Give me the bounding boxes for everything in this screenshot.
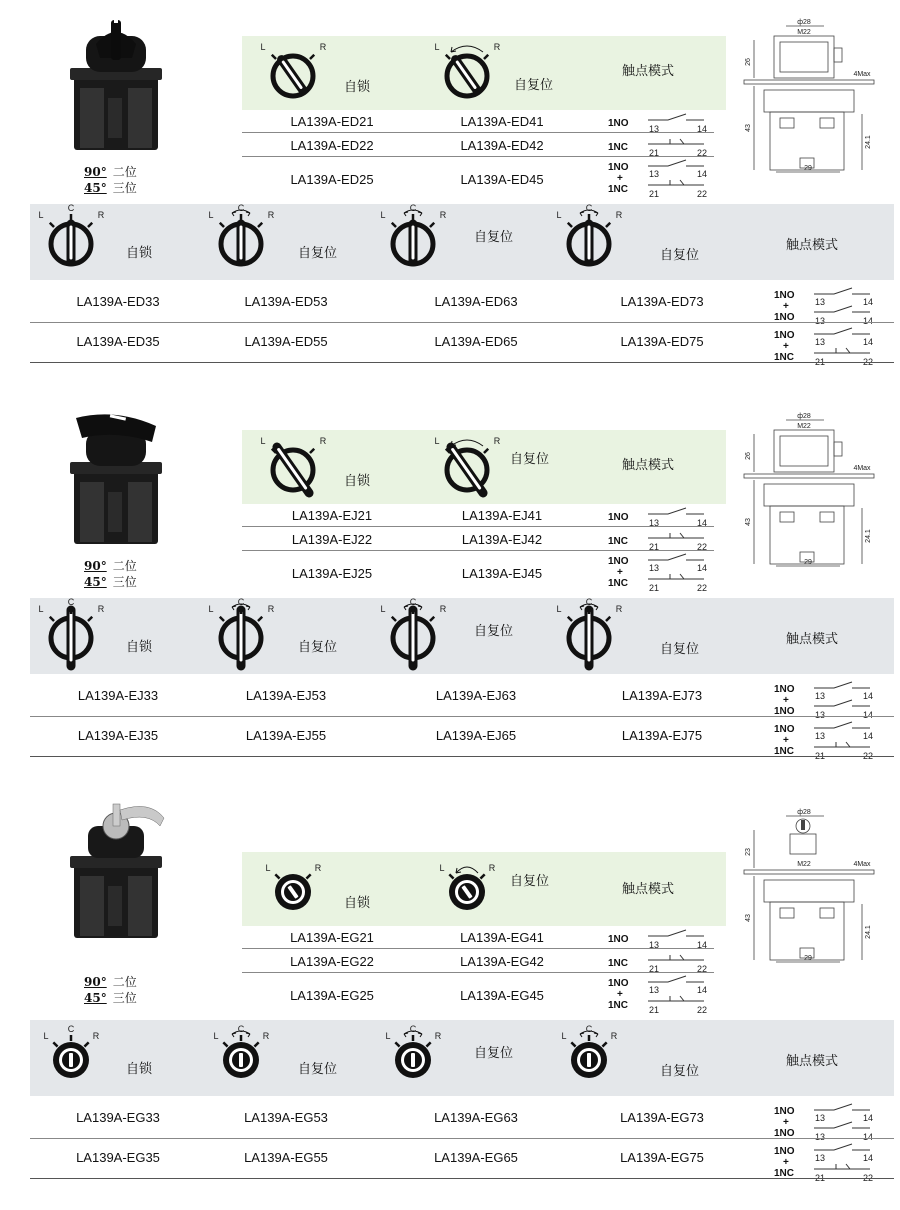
pos-l-label: L: [38, 604, 44, 614]
row-divider: [242, 526, 714, 527]
angle-90-value: 90°: [84, 165, 107, 179]
angle-45-value: 45°: [84, 181, 107, 195]
pos-l-label: L: [556, 210, 562, 220]
model-code: LA139A-EJ75: [621, 728, 703, 743]
contact-mode-label: 触点模式: [622, 458, 675, 473]
angle-90-label: [84, 557, 137, 574]
pos-r-label: R: [267, 604, 275, 614]
angle-45-label: [84, 573, 137, 590]
model-code: LA139A-EG33: [76, 1110, 160, 1125]
latch-model-code: LA139A-EG25: [290, 988, 374, 1003]
pos-c-label: C: [67, 203, 75, 213]
spring-return-label: 自复位: [510, 874, 550, 889]
latch-model-code: LA139A-ED22: [290, 138, 374, 153]
dim-phi28-label: ф28: [797, 19, 811, 26]
model-code: LA139A-EG35: [76, 1150, 160, 1165]
model-code: LA139A-EG65: [434, 1150, 518, 1165]
spring-return-label: 自复位: [474, 624, 514, 639]
model-code: LA139A-ED53: [244, 294, 328, 309]
terminal-22: 22: [696, 583, 708, 593]
dim-43-label: 43: [745, 914, 752, 922]
dim-24-1-label: 24.1: [865, 135, 872, 149]
pos-c-label: C: [409, 1024, 417, 1034]
dimension-drawing: [740, 808, 880, 968]
contact-mode-label: 触点模式: [622, 882, 675, 897]
pos-c-label: C: [409, 203, 417, 213]
contact-plus: +: [617, 173, 623, 184]
spring-return-label: 自复位: [474, 1046, 514, 1061]
angle-45-label: [84, 989, 137, 1006]
spring-model-code: LA139A-EJ41: [461, 508, 543, 523]
model-code: LA139A-EJ63: [435, 688, 517, 703]
pos-r-label: R: [97, 604, 105, 614]
terminal-14: 14: [696, 169, 708, 179]
terminal-21: 21: [648, 148, 660, 158]
dimension-drawing: [740, 18, 880, 178]
contact-type-label: 1NC: [774, 1168, 795, 1179]
terminal-22: 22: [696, 189, 708, 199]
dim-m22-label: M22: [797, 423, 811, 430]
key-selector-symbol: [378, 1024, 448, 1086]
dim-4max-label: 4Max: [853, 71, 871, 78]
contact-type-label: 1NO: [774, 1128, 795, 1139]
contact-type-label: 1NO: [774, 706, 795, 717]
spring-return-label: 自复位: [660, 1064, 700, 1079]
knob-product-photo: [66, 14, 166, 154]
pos-l-label: L: [260, 436, 266, 446]
pos-r-label: R: [493, 42, 501, 52]
terminal-21: 21: [648, 189, 660, 199]
contact-plus: +: [783, 695, 789, 706]
pos-r-label: R: [314, 863, 322, 873]
contact-type-label: 1NO: [608, 162, 629, 173]
dim-phi28-label: ф28: [797, 809, 811, 816]
latch-label: 自锁: [344, 80, 371, 95]
model-code: LA139A-EJ65: [435, 728, 517, 743]
pos-l-label: L: [208, 210, 214, 220]
contact-plus: +: [783, 1117, 789, 1128]
pos-l-label: L: [561, 1031, 567, 1041]
pos-l-label: L: [43, 1031, 49, 1041]
terminal-21: 21: [648, 583, 660, 593]
model-code: LA139A-ED35: [76, 334, 160, 349]
dim-29-label: 29: [804, 559, 812, 566]
two-position-label: 二位: [112, 975, 137, 989]
spring-return-label: 自复位: [510, 452, 550, 467]
lever-selector-symbol: [378, 597, 448, 664]
terminal-13: 13: [648, 985, 660, 995]
terminal-22: 22: [696, 964, 708, 974]
terminal-13: 13: [814, 731, 826, 741]
latch-label: 自锁: [126, 246, 153, 261]
terminal-21: 21: [648, 1005, 660, 1015]
terminal-13: 13: [648, 124, 660, 134]
latch-label: 自锁: [344, 896, 371, 911]
dim-43-label: 43: [745, 518, 752, 526]
key-selector-symbol: [432, 856, 502, 918]
pos-c-label: C: [585, 597, 593, 607]
latch-model-code: LA139A-ED25: [290, 172, 374, 187]
terminal-21: 21: [814, 751, 826, 761]
pos-r-label: R: [610, 1031, 618, 1041]
lever-selector-symbol: [206, 597, 276, 664]
pos-l-label: L: [439, 863, 445, 873]
contact-mode-label: 触点模式: [786, 1054, 839, 1069]
contact-plus: +: [617, 989, 623, 1000]
lever-product-photo: [66, 408, 166, 548]
model-code: LA139A-EG55: [244, 1150, 328, 1165]
pos-r-label: R: [615, 604, 623, 614]
spring-model-code: LA139A-EJ45: [461, 566, 543, 581]
model-code: LA139A-ED63: [434, 294, 518, 309]
angle-45-label: [84, 179, 137, 196]
pos-c-label: C: [585, 203, 593, 213]
pos-l-label: L: [380, 210, 386, 220]
contact-type-label: 1NC: [608, 142, 629, 153]
spring-return-label: 自复位: [474, 230, 514, 245]
model-code: LA139A-ED33: [76, 294, 160, 309]
dim-24-1-label: 24.1: [865, 529, 872, 543]
dim-m22-label: M22: [797, 861, 811, 868]
latch-model-code: LA139A-EG21: [290, 930, 374, 945]
terminal-21: 21: [814, 357, 826, 367]
model-code: LA139A-EJ53: [245, 688, 327, 703]
terminal-22: 22: [862, 751, 874, 761]
contact-type-label: 1NC: [774, 352, 795, 363]
terminal-13: 13: [648, 940, 660, 950]
terminal-22: 22: [696, 148, 708, 158]
model-code: LA139A-EG63: [434, 1110, 518, 1125]
lever-selector-symbol: [258, 434, 328, 496]
pos-r-label: R: [267, 210, 275, 220]
spring-return-label: 自复位: [514, 78, 554, 93]
terminal-14: 14: [862, 1113, 874, 1123]
spring-model-code: LA139A-ED41: [460, 114, 544, 129]
pos-r-label: R: [434, 1031, 442, 1041]
terminal-14: 14: [862, 1132, 874, 1142]
section-bottom-rule: [30, 756, 894, 757]
terminal-13: 13: [814, 1132, 826, 1142]
contact-mode-label: 触点模式: [786, 632, 839, 647]
model-code: LA139A-EG53: [244, 1110, 328, 1125]
dim-43-label: 43: [745, 124, 752, 132]
terminal-13: 13: [814, 710, 826, 720]
terminal-22: 22: [862, 1173, 874, 1183]
pos-r-label: R: [319, 436, 327, 446]
contact-type-label: 1NO: [774, 724, 795, 735]
pos-c-label: C: [237, 1024, 245, 1034]
row-divider: [30, 716, 894, 717]
terminal-14: 14: [696, 563, 708, 573]
row-divider: [30, 1138, 894, 1139]
pos-c-label: C: [67, 597, 75, 607]
contact-type-label: 1NC: [608, 578, 629, 589]
spring-model-code: LA139A-EG41: [460, 930, 544, 945]
terminal-21: 21: [814, 1173, 826, 1183]
lever-selector-symbol: [36, 597, 106, 664]
pos-l-label: L: [434, 436, 440, 446]
pos-r-label: R: [493, 436, 501, 446]
spring-return-label: 自复位: [298, 1062, 338, 1077]
latch-model-code: LA139A-EJ22: [291, 532, 373, 547]
terminal-13: 13: [648, 563, 660, 573]
pos-c-label: C: [237, 597, 245, 607]
terminal-13: 13: [648, 518, 660, 528]
pos-c-label: C: [585, 1024, 593, 1034]
terminal-14: 14: [696, 124, 708, 134]
angle-45-value: 45°: [84, 991, 107, 1005]
pos-l-label: L: [265, 863, 271, 873]
contact-plus: +: [783, 301, 789, 312]
contact-type-label: 1NO: [608, 934, 629, 945]
pos-r-label: R: [488, 863, 496, 873]
pos-c-label: C: [409, 597, 417, 607]
contact-mode-label: 触点模式: [622, 64, 675, 79]
angle-90-value: 90°: [84, 559, 107, 573]
latch-model-code: LA139A-EJ25: [291, 566, 373, 581]
contact-type-label: 1NO: [608, 512, 629, 523]
two-position-label: 二位: [112, 165, 137, 179]
spring-model-code: LA139A-ED42: [460, 138, 544, 153]
contact-type-label: 1NO: [774, 312, 795, 323]
dual-schematic: [646, 160, 706, 200]
contact-type-label: 1NO: [774, 290, 795, 301]
angle-90-label: [84, 163, 137, 180]
terminal-14: 14: [696, 985, 708, 995]
knob-selector-symbol: [554, 203, 624, 270]
terminal-21: 21: [648, 964, 660, 974]
three-position-header: [30, 1020, 894, 1096]
knob-selector-symbol: [432, 40, 502, 102]
pos-c-label: C: [67, 1024, 75, 1034]
contact-type-label: 1NO: [774, 330, 795, 341]
pos-r-label: R: [92, 1031, 100, 1041]
spring-return-label: 自复位: [660, 642, 700, 657]
dim-height-label: 26: [745, 58, 752, 66]
knob-selector-symbol: [36, 203, 106, 270]
angle-90-label: [84, 973, 137, 990]
pos-l-label: L: [260, 42, 266, 52]
spring-return-label: 自复位: [298, 640, 338, 655]
terminal-14: 14: [862, 316, 874, 326]
model-code: LA139A-EJ35: [77, 728, 159, 743]
three-position-label: 三位: [112, 991, 137, 1005]
three-position-label: 三位: [112, 575, 137, 589]
dim-4max-label: 4Max: [853, 465, 871, 472]
model-code: LA139A-EJ73: [621, 688, 703, 703]
latch-label: 自锁: [126, 1062, 153, 1077]
latch-model-code: LA139A-EG22: [290, 954, 374, 969]
model-code: LA139A-EJ33: [77, 688, 159, 703]
pos-l-label: L: [434, 42, 440, 52]
terminal-22: 22: [696, 542, 708, 552]
contact-mode-label: 触点模式: [786, 238, 839, 253]
three-position-label: 三位: [112, 181, 137, 195]
pos-l-label: L: [38, 210, 44, 220]
two-position-label: 二位: [112, 559, 137, 573]
terminal-14: 14: [862, 731, 874, 741]
pos-l-label: L: [385, 1031, 391, 1041]
spring-return-label: 自复位: [660, 248, 700, 263]
contact-type-label: 1NC: [774, 746, 795, 757]
contact-type-label: 1NO: [608, 978, 629, 989]
pos-r-label: R: [319, 42, 327, 52]
pos-r-label: R: [439, 604, 447, 614]
three-position-header: [30, 204, 894, 280]
dim-29-label: 29: [804, 165, 812, 172]
row-divider: [242, 132, 714, 133]
terminal-13: 13: [814, 1113, 826, 1123]
terminal-14: 14: [696, 940, 708, 950]
pos-c-label: C: [237, 203, 245, 213]
spring-model-code: LA139A-EG42: [460, 954, 544, 969]
knob-selector-symbol: [378, 203, 448, 270]
row-divider: [242, 550, 714, 551]
model-code: LA139A-ED55: [244, 334, 328, 349]
terminal-13: 13: [648, 169, 660, 179]
terminal-14: 14: [862, 710, 874, 720]
row-divider: [242, 948, 714, 949]
model-code: LA139A-EG73: [620, 1110, 704, 1125]
knob-selector-symbol: [206, 203, 276, 270]
terminal-22: 22: [862, 357, 874, 367]
terminal-13: 13: [814, 337, 826, 347]
dim-height-label: 23: [745, 848, 752, 856]
row-divider: [242, 156, 714, 157]
dim-29-label: 29: [804, 955, 812, 962]
section-bottom-rule: [30, 362, 894, 363]
spring-model-code: LA139A-EG45: [460, 988, 544, 1003]
contact-type-label: 1NO: [774, 1146, 795, 1157]
contact-type-label: 1NC: [608, 1000, 629, 1011]
knob-selector-symbol: [258, 40, 328, 102]
pos-r-label: R: [615, 210, 623, 220]
angle-45-value: 45°: [84, 575, 107, 589]
pos-r-label: R: [262, 1031, 270, 1041]
contact-type-label: 1NC: [608, 536, 629, 547]
key-selector-symbol: [36, 1024, 106, 1086]
key-selector-symbol: [258, 856, 328, 918]
terminal-13: 13: [814, 297, 826, 307]
contact-type-label: 1NO: [774, 684, 795, 695]
pos-l-label: L: [208, 604, 214, 614]
contact-type-label: 1NC: [608, 184, 629, 195]
terminal-13: 13: [814, 316, 826, 326]
spring-model-code: LA139A-EJ42: [461, 532, 543, 547]
contact-type-label: 1NC: [608, 958, 629, 969]
spring-model-code: LA139A-ED45: [460, 172, 544, 187]
latch-label: 自锁: [126, 640, 153, 655]
terminal-14: 14: [862, 1153, 874, 1163]
three-position-header: [30, 598, 894, 674]
model-code: LA139A-EG75: [620, 1150, 704, 1165]
latch-label: 自锁: [344, 474, 371, 489]
section-bottom-rule: [30, 1178, 894, 1179]
contact-type-label: 1NO: [774, 1106, 795, 1117]
model-code: LA139A-ED65: [434, 334, 518, 349]
contact-plus: +: [783, 735, 789, 746]
spring-return-label: 自复位: [298, 246, 338, 261]
pos-l-label: L: [556, 604, 562, 614]
lever-selector-symbol: [554, 597, 624, 664]
terminal-14: 14: [696, 518, 708, 528]
model-code: LA139A-EJ55: [245, 728, 327, 743]
contact-type-label: 1NO: [608, 556, 629, 567]
key-selector-symbol: [554, 1024, 624, 1086]
model-code: LA139A-ED73: [620, 294, 704, 309]
contact-plus: +: [783, 1157, 789, 1168]
terminal-14: 14: [862, 691, 874, 701]
dim-4max-label: 4Max: [853, 861, 871, 868]
terminal-22: 22: [696, 1005, 708, 1015]
latch-model-code: LA139A-EJ21: [291, 508, 373, 523]
terminal-14: 14: [862, 297, 874, 307]
row-divider: [30, 322, 894, 323]
latch-model-code: LA139A-ED21: [290, 114, 374, 129]
pos-l-label: L: [213, 1031, 219, 1041]
dim-phi28-label: ф28: [797, 413, 811, 420]
dim-m22-label: M22: [797, 29, 811, 36]
dual-schematic: [646, 976, 706, 1016]
dimension-drawing: [740, 412, 880, 572]
row-divider: [242, 972, 714, 973]
dim-height-label: 26: [745, 452, 752, 460]
dim-24-1-label: 24.1: [865, 925, 872, 939]
angle-90-value: 90°: [84, 975, 107, 989]
key-product-photo: [66, 802, 166, 942]
key-selector-symbol: [206, 1024, 276, 1086]
dual-schematic: [646, 554, 706, 594]
lever-selector-symbol: [432, 434, 502, 496]
terminal-13: 13: [814, 1153, 826, 1163]
pos-r-label: R: [439, 210, 447, 220]
contact-type-label: 1NO: [608, 118, 629, 129]
terminal-21: 21: [648, 542, 660, 552]
terminal-13: 13: [814, 691, 826, 701]
terminal-14: 14: [862, 337, 874, 347]
contact-plus: +: [783, 341, 789, 352]
model-code: LA139A-ED75: [620, 334, 704, 349]
pos-l-label: L: [380, 604, 386, 614]
pos-r-label: R: [97, 210, 105, 220]
contact-plus: +: [617, 567, 623, 578]
